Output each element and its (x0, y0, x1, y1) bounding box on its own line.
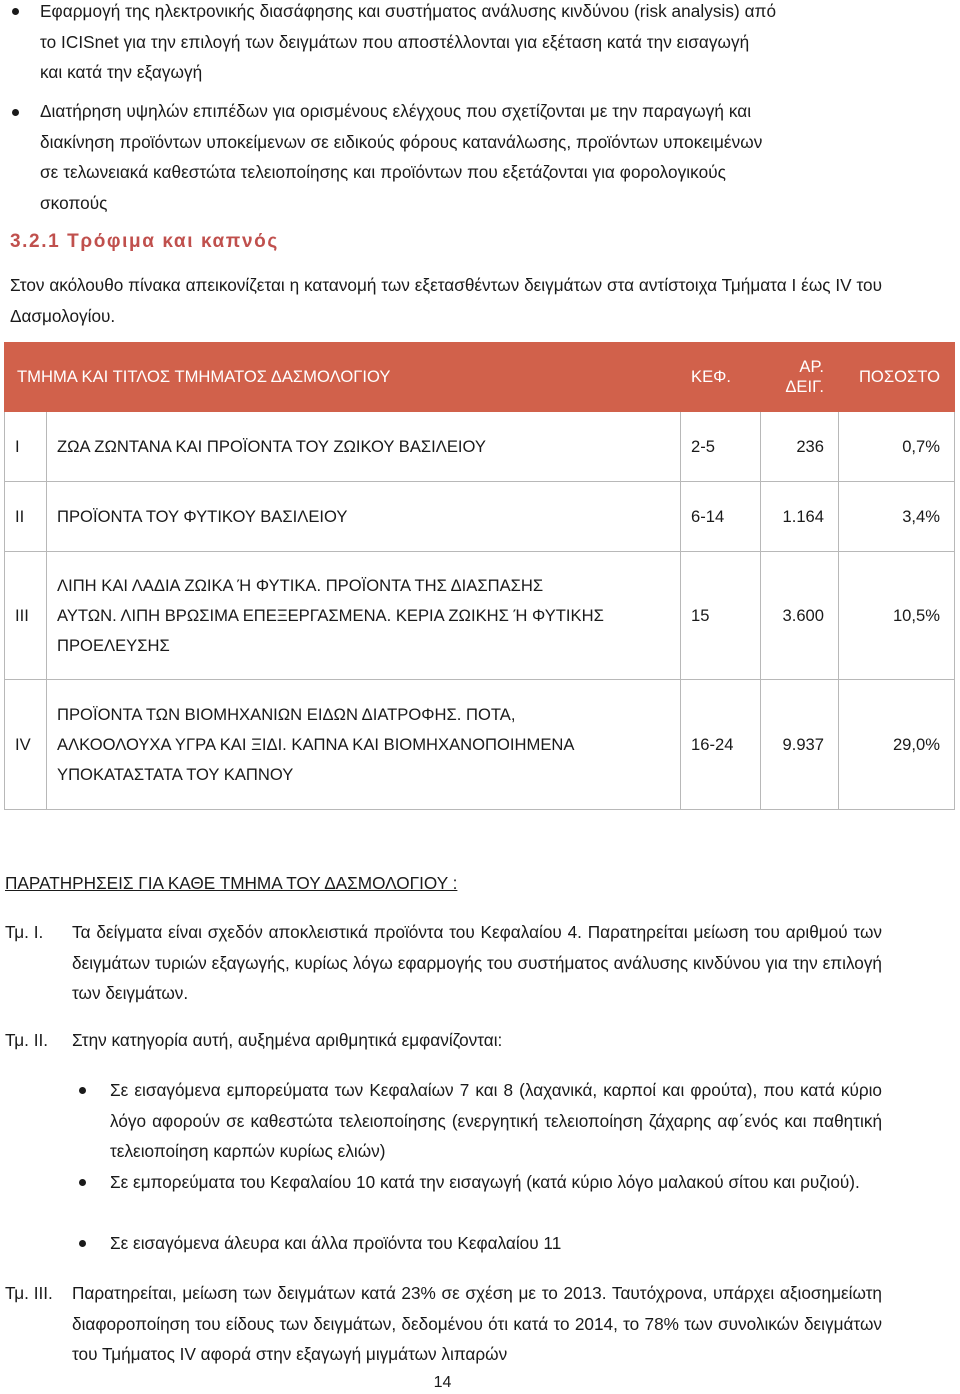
row-number: IV (5, 680, 47, 810)
row-title-line: ΠΡΟΕΛΕΥΣΗΣ (57, 635, 170, 655)
row-percent: 0,7% (839, 412, 955, 482)
obs-s2-bullet-2: Σε εμπορεύματα του Κεφαλαίου 10 κατά την εισαγωγή (κατά κύριο λόγο μαλακού σίτου και ρυζιού). (110, 1172, 860, 1192)
bullet-1-line-3: και κατά την εξαγωγή (40, 62, 203, 83)
bullet-1-line-2: το ICISnet για την επιλογή των δειγμάτων που αποστέλλονται για εξέταση κατά την εισαγωγή (40, 31, 750, 52)
row-chapter: 6-14 (681, 482, 761, 552)
table-row (5, 482, 955, 552)
obs-text-section-1: Τα δείγματα είναι σχεδόν αποκλειστικά προϊόντα του Κεφαλαίου 4. Παρατηρείται μείωση του αριθμού των δειγμάτων τυριών εξαγωγής, κυρίως λόγω εφαρμογής του συστήματος ανάλυσης κινδύνου για την επιλογή των δειγμάτων. (72, 922, 882, 1004)
row-title (47, 680, 681, 810)
table-header-row (5, 343, 955, 412)
observations-title: ΠΑΡΑΤΗΡΗΣΕΙΣ ΓΙΑ ΚΑΘΕ ΤΜΗΜΑ ΤΟΥ ΔΑΣΜΟΛΟΓΙΟΥ : (5, 873, 458, 893)
table-row (5, 680, 955, 810)
row-number: III (5, 552, 47, 680)
obs-text-section-2: Στην κατηγορία αυτή, αυξημένα αριθμητικά εμφανίζονται: (72, 1030, 503, 1050)
bullet-1-line-1: Εφαρμογή της ηλεκτρονικής διασάφησης και συστήματος ανάλυσης κινδύνου (risk analysis) από (40, 1, 777, 21)
row-chapter: 16-24 (681, 680, 761, 810)
bullet-2-line-4: σκοπούς (40, 192, 108, 213)
table-row (5, 412, 955, 482)
intro-paragraph: Στον ακόλουθο πίνακα απεικονίζεται η κατανομή των εξετασθέντων δειγμάτων στα αντίστοιχα Τμήματα I έως IV του Δασμολογίου. (10, 275, 882, 326)
section-heading: 3.2.1 Τρόφιμα και καπνός (10, 231, 279, 252)
obs-text-section-3: Παρατηρείται, μείωση των δειγμάτων κατά 23% σε σχέση με το 2013. Ταυτόχρονα, υπάρχει αξιοσημείωτη διαφοροποίηση του είδους των δειγμάτων, δεδομένου ότι κατά το 2014, το 78% των συνολικών δειγμάτων του Τμήματος IV αφορά στην εξαγωγή μιγμάτων λιπαρών (72, 1283, 882, 1365)
header-percent: ΠΟΣΟΣΤΟ (839, 343, 955, 412)
row-title-line: ΛΙΠΗ ΚΑΙ ΛΑΔΙΑ ΖΩΙΚΑ Ή ΦΥΤΙΚΑ. ΠΡΟΪΟΝΤΑ ΤΗΣ ΔΙΑΣΠΑΣΗΣ (57, 575, 544, 595)
row-samples: 1.164 (761, 482, 839, 552)
obs-label-section-2: Τμ. II. (5, 1030, 49, 1050)
row-percent: 29,0% (839, 680, 955, 810)
row-title-line: ΠΡΟΪΟΝΤΑ ΤΟΥ ΦΥΤΙΚΟΥ ΒΑΣΙΛΕΙΟΥ (57, 506, 348, 526)
header-chapter: ΚΕΦ. (681, 343, 761, 412)
row-title-line: ΖΩΑ ΖΩΝΤΑΝΑ ΚΑΙ ΠΡΟΪΟΝΤΑ ΤΟΥ ΖΩΙΚΟΥ ΒΑΣΙΛΕΙΟΥ (57, 436, 486, 456)
bullet-2-line-2: διακίνηση προϊόντων υποκείμενων σε ειδικούς φόρους κατανάλωσης, προϊόντων υποκειμένων (40, 131, 763, 152)
obs-label-section-3: Τμ. III. (5, 1283, 53, 1303)
row-chapter: 2-5 (681, 412, 761, 482)
bullet-2-line-1: Διατήρηση υψηλών επιπέδων για ορισμένους ελέγχους που σχετίζονται με την παραγωγή και (40, 101, 752, 121)
row-chapter: 15 (681, 552, 761, 680)
row-samples: 3.600 (761, 552, 839, 680)
row-title-line: ΑΛΚΟΟΛΟΥΧΑ ΥΓΡΑ ΚΑΙ ΞΙΔΙ. ΚΑΠΝΑ ΚΑΙ ΒΙΟΜΗΧΑΝΟΠΟΙΗΜΕΝΑ (57, 734, 575, 754)
table-row (5, 552, 955, 680)
row-title-line: ΠΡΟΪΟΝΤΑ ΤΩΝ ΒΙΟΜΗΧΑΝΙΩΝ ΕΙΔΩΝ ΔΙΑΤΡΟΦΗΣ. ΠΟΤΑ, (57, 704, 516, 724)
row-number: II (5, 482, 47, 552)
row-title (47, 482, 681, 552)
obs-s2-bullet-1: Σε εισαγόμενα εμπορεύματα των Κεφαλαίων 7 και 8 (λαχανικά, καρποί και φρούτα), που κατά κύριο λόγο αφορούν σε καθεστώτα τελειοποίησης (ενεργητική τελειοποίηση ζάχαρης αφ΄ενός και παθητική τελειοποίηση καρπών κυρίως ελιών) (110, 1080, 882, 1162)
row-percent: 10,5% (839, 552, 955, 680)
bullet-icon (79, 1240, 86, 1247)
row-samples: 236 (761, 412, 839, 482)
row-samples: 9.937 (761, 680, 839, 810)
page-number: 14 (433, 1374, 452, 1391)
bullet-icon (12, 8, 19, 15)
obs-label-section-1: Τμ. I. (5, 922, 44, 942)
row-title-line: ΑΥΤΩΝ. ΛΙΠΗ ΒΡΩΣΙΜΑ ΕΠΕΞΕΡΓΑΣΜΕΝΑ. ΚΕΡΙΑ ΖΩΙΚΗΣ Ή ΦΥΤΙΚΗΣ (57, 605, 604, 625)
bullet-2-line-3: σε τελωνειακά καθεστώτα τελειοποίησης και προϊόντων που εξετάζονται για φορολογικούς (40, 162, 726, 183)
row-title (47, 552, 681, 680)
row-percent: 3,4% (839, 482, 955, 552)
row-number: I (5, 412, 47, 482)
bullet-icon (79, 1087, 86, 1094)
row-title (47, 412, 681, 482)
bullet-icon (12, 109, 19, 116)
header-section-title: ΤΜΗΜΑ ΚΑΙ ΤΙΤΛΟΣ ΤΜΗΜΑΤΟΣ ΔΑΣΜΟΛΟΓΙΟΥ (5, 343, 681, 412)
obs-s2-bullet-3: Σε εισαγόμενα άλευρα και άλλα προϊόντα του Κεφαλαίου 11 (110, 1233, 562, 1253)
header-samples: ΑΡ. ΔΕΙΓ. (761, 343, 839, 412)
tariff-sections-table (4, 342, 955, 810)
bullet-icon (79, 1179, 86, 1186)
row-title-line: ΥΠΟΚΑΤΑΣΤΑΤΑ ΤΟΥ ΚΑΠΝΟΥ (57, 764, 294, 784)
